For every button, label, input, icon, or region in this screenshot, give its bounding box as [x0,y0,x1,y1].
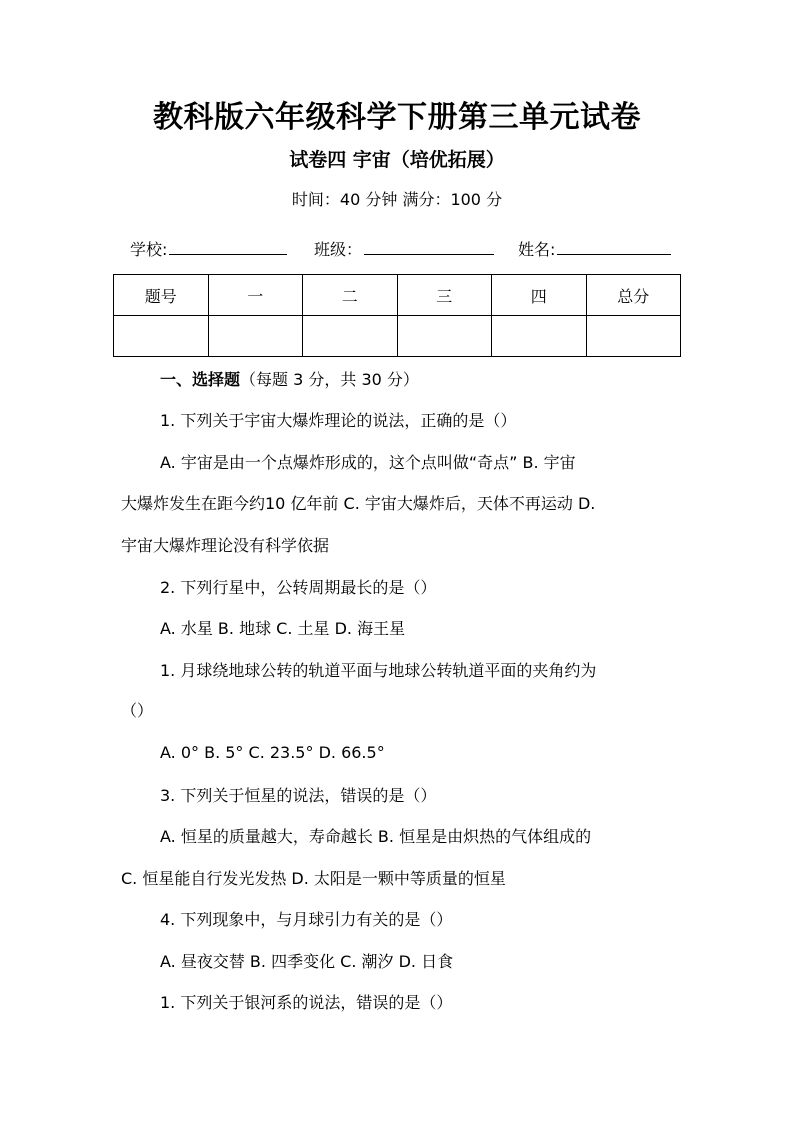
question-stem: 2. 下列行星中，公转周期最长的是（） [160,578,437,597]
score-header-cell: 二 [303,275,398,316]
question-options: A. 宇宙是由一个点爆炸形成的，这个点叫做“奇点” B. 宇宙 [160,453,576,472]
school-field [130,236,287,262]
school-label: 学校: [130,240,168,259]
school-blank[interactable] [169,236,287,255]
question-stem: 4. 下列现象中，与月球引力有关的是（） [160,910,453,929]
score-value-row [114,316,681,357]
score-table [113,274,681,357]
question-stem: （） [121,701,154,720]
question-options: C. 恒星能自行发光发热 D. 太阳是一颗中等质量的恒星 [121,869,506,888]
question-stem: 1. 下列关于银河系的说法，错误的是（） [160,993,453,1012]
question-options: A. 恒星的质量越大，寿命越长 B. 恒星是由炽热的气体组成的 [160,827,592,846]
score-cell[interactable] [208,316,303,357]
score-header-row [114,275,681,316]
question-stem: 1. 下列关于宇宙大爆炸理论的说法，正确的是（） [160,411,517,430]
question-options: A. 昼夜交替 B. 四季变化 C. 潮汐 D. 日食 [160,952,454,971]
score-header-cell: 四 [492,275,587,316]
section-heading [160,368,419,392]
name-field [518,236,671,262]
class-label: 班级： [314,240,363,259]
question-options: A. 水星 B. 地球 C. 土星 D. 海王星 [160,619,406,638]
name-label: 姓名: [518,240,556,259]
section-note: （每题 3 分，共 30 分） [240,370,419,389]
name-blank[interactable] [557,236,671,255]
exam-meta: 时间：40 分钟 满分：100 分 [291,190,503,209]
score-cell[interactable] [397,316,492,357]
question-options: 宇宙大爆炸理论没有科学依据 [121,536,330,555]
class-field [314,236,494,262]
score-header-cell: 三 [397,275,492,316]
question-stem: 3. 下列关于恒星的说法，错误的是（） [160,786,437,805]
score-cell[interactable] [303,316,398,357]
score-cell[interactable] [114,316,209,357]
question-options: A. 0° B. 5° C. 23.5° D. 66.5° [160,743,385,762]
score-cell[interactable] [492,316,587,357]
section-title: 一、选择题 [160,370,241,389]
score-header-cell: 题号 [114,275,209,316]
question-options: 大爆炸发生在距今约10 亿年前 C. 宇宙大爆炸后，天体不再运动 D. [121,494,596,513]
question-stem: 1. 月球绕地球公转的轨道平面与地球公转轨道平面的夹角约为 [160,661,597,680]
class-blank[interactable] [364,236,494,255]
page-title: 教科版六年级科学下册第三单元试卷 [153,100,641,135]
score-header-cell: 一 [208,275,303,316]
score-header-cell: 总分 [586,275,681,316]
student-info-row [0,236,794,262]
score-cell[interactable] [586,316,681,357]
page-subtitle: 试卷四 宇宙（培优拓展） [289,149,505,171]
